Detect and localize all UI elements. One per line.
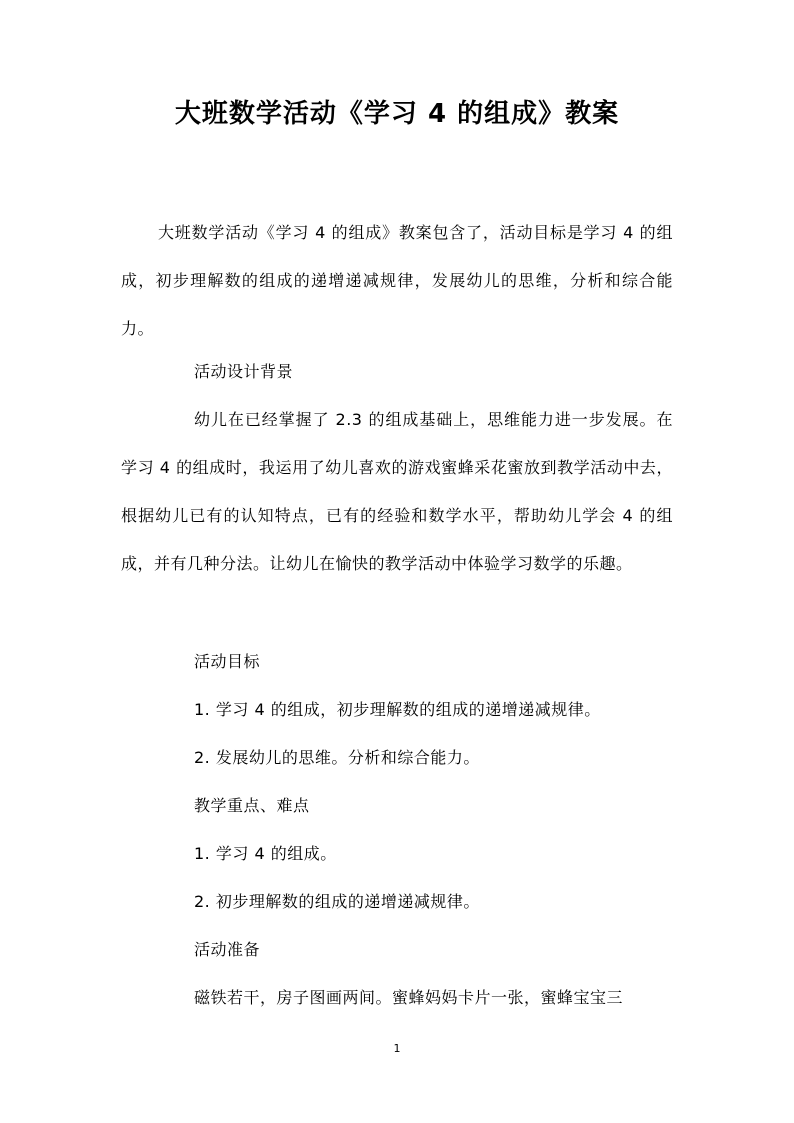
goals-heading <box>121 638 673 686</box>
intro-text: 大班数学活动《学习 4 的组成》教案包含了，活动目标是学习 4 的组成，初步理解数的组成的递增递减规律，发展幼儿的思维，分析和综合能力。 <box>121 223 673 338</box>
key-points-heading-text: 教学重点、难点 <box>194 796 310 815</box>
page-number: 1 <box>393 1042 401 1055</box>
key-points-heading <box>121 782 673 830</box>
goal-item-1: 1. 学习 4 的组成，初步理解数的组成的递增递减规律。 <box>194 700 601 719</box>
document-title: 大班数学活动《学习 4 的组成》教案 <box>174 99 620 129</box>
prep-text: 磁铁若干，房子图画两间。蜜蜂妈妈卡片一张，蜜蜂宝宝三 <box>194 988 624 1007</box>
intro-paragraph <box>121 209 673 353</box>
goals-heading-text: 活动目标 <box>194 652 261 671</box>
key-points-list <box>121 830 673 926</box>
prep-heading <box>121 926 673 974</box>
key-point-item-1: 1. 学习 4 的组成。 <box>194 844 337 863</box>
background-text: 幼儿在已经掌握了 2.3 的组成基础上，思维能力进一步发展。在学习 4 的组成时，我运用了幼儿喜欢的游戏蜜蜂采花蜜放到教学活动中去，根据幼儿已有的认知特点，已有的经验和数学水平，帮助幼儿学会 4 的组成，并有几种分法。让幼儿在愉快的教学活动中体验学习数学的乐趣。 <box>121 410 673 573</box>
prep-paragraph <box>121 974 673 1022</box>
prep-heading-text: 活动准备 <box>194 940 261 959</box>
key-point-item-2: 2. 初步理解数的组成的递增递减规律。 <box>194 892 480 911</box>
background-heading <box>121 348 673 396</box>
background-heading-text: 活动设计背景 <box>194 362 294 381</box>
goals-list <box>121 686 673 782</box>
background-paragraph <box>121 396 673 588</box>
goal-item-2: 2. 发展幼儿的思维。分析和综合能力。 <box>194 748 480 767</box>
